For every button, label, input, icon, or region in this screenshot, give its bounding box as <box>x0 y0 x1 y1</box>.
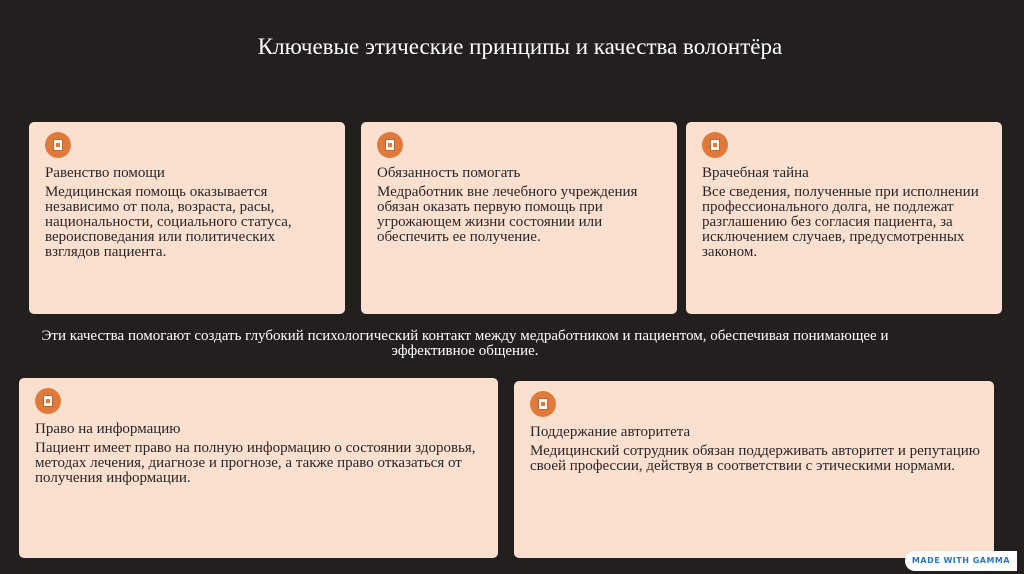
card-text: Медицинский сотрудник обязан поддерживать авторитет и репутацию своей профессии, действуя в соответствии с этическими нормами. <box>530 443 980 474</box>
document-icon <box>45 132 71 158</box>
card-title: Право на информацию <box>35 421 181 437</box>
card-title: Врачебная тайна <box>702 165 809 181</box>
summary-text: Эти качества помогают создать глубокий психологический контакт между медработником и пациентом, обеспечивая понимающее и эффективное общение. <box>41 328 889 359</box>
card-text: Пациент имеет право на полную информацию о состоянии здоровья, методах лечения, диагнозе и прогнозе, а также право отказаться от получения информации. <box>35 440 476 486</box>
document-icon <box>702 132 728 158</box>
made-with-gamma-badge[interactable]: MADE WITH GAMMA <box>905 551 1017 571</box>
document-icon <box>377 132 403 158</box>
card-text: Все сведения, полученные при исполнении профессионального долга, не подлежат разглашению без согласия пациента, за исключением случаев, предусмотренных законом. <box>702 184 979 260</box>
document-icon <box>530 391 556 417</box>
principle-card-information <box>19 378 498 558</box>
principle-card-confidentiality <box>686 122 1002 314</box>
principle-card-duty <box>361 122 677 314</box>
card-title: Поддержание авторитета <box>530 424 691 440</box>
principle-card-authority <box>514 381 994 558</box>
principle-card-equality <box>29 122 345 314</box>
card-text: Медицинская помощь оказывается независимо от пола, возраста, расы, национальности, социального статуса, вероисповедания или политических взглядов пациента. <box>45 184 292 260</box>
slide-title: Ключевые этические принципы и качества волонтёра <box>257 34 783 59</box>
document-icon <box>35 388 61 414</box>
card-title: Равенство помощи <box>45 165 165 181</box>
card-title: Обязанность помогать <box>377 165 521 181</box>
card-text: Медработник вне лечебного учреждения обязан оказать первую помощь при угрожающем жизни состоянии или обеспечить ее получение. <box>377 184 638 245</box>
